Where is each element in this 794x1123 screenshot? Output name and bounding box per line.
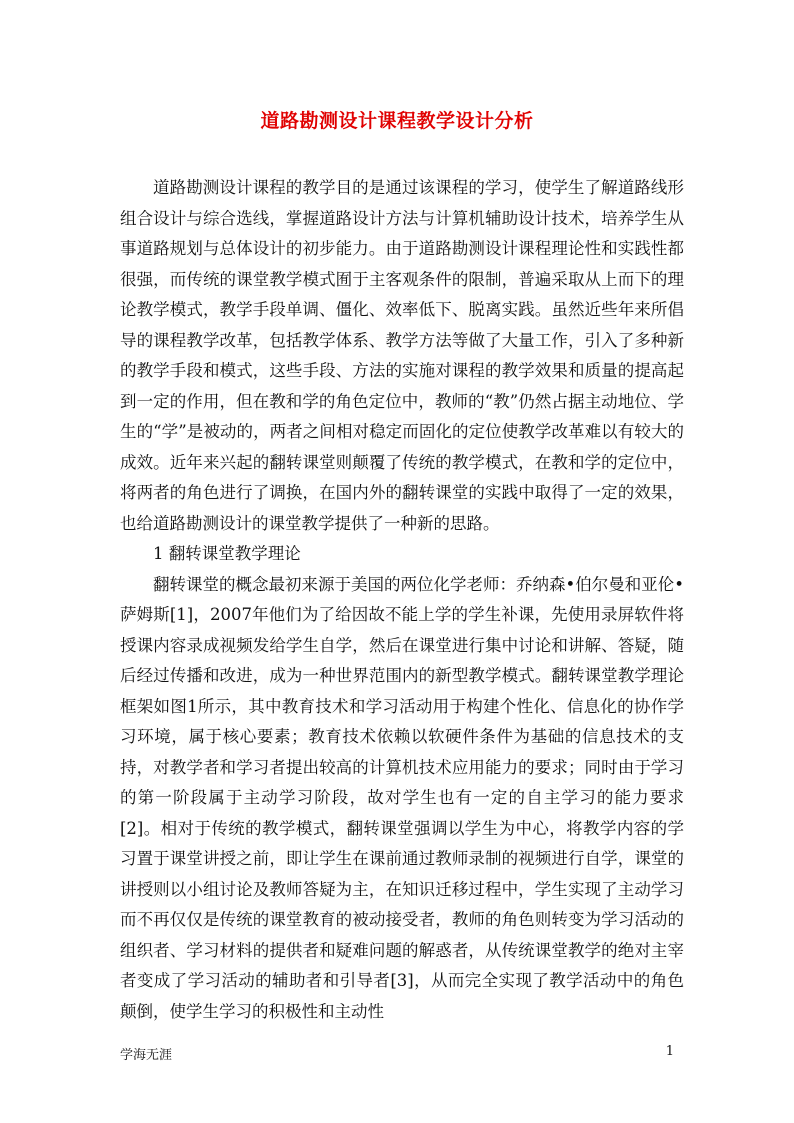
document-title: 道路勘测设计课程教学设计分析 (260, 110, 534, 132)
page-number: 1 (665, 1044, 674, 1059)
footer-motto: 学海无涯 (120, 1048, 173, 1063)
flipped-classroom-paragraph: 翻转课堂的概念最初来源于美国的两位化学老师：乔纳森•伯尔曼和亚伦•萨姆斯[1]，2007年他们为了给因故不能上学的学生补课，先使用录屏软件将授课内容录成视频发给学生自学，然后在课堂进行集中讨论和讲解、答疑，随后经过传播和改进，成为一种世界范围内的新型教学模式。翻转课堂教学理论框架如图1所示，其中教育技术和学习活动用于构建个性化、信息化的协作学习环境，属于核心要素；教育技术依赖以软硬件条件为基础的信息技术的支持，对教学者和学习者提出较高的计算机技术应用能力的要求；同时由于学习的第一阶段属于主动学习阶段，故对学生也有一定的自主学习的能力要求[2]。相对于传统的教学模式，翻转课堂强调以学生为中心，将教学内容的学习置于课堂讲授之前，即让学生在课前通过教师录制的视频进行自学，课堂的讲授则以小组讨论及教师答疑为主，在知识迁移过程中，学生实现了主动学习而不再仅仅是传统的课堂教育的被动接受者，教师的角色则转变为学习活动的组织者、学习材料的提供者和疑难问题的解惑者，从传统课堂教学的绝对主宰者变成了学习活动的辅助者和引导者[3]，从而完全实现了教学活动中的角色颠倒，使学生学习的积极性和主动性 (120, 574, 684, 1021)
section-heading-flipped-classroom-theory: 1 翻转课堂教学理论 (153, 544, 301, 563)
document-body (120, 173, 684, 1027)
intro-paragraph: 道路勘测设计课程的教学目的是通过该课程的学习，使学生了解道路线形组合设计与综合选线，掌握道路设计方法与计算机辅助设计技术，培养学生从事道路规划与总体设计的初步能力。由于道路勘测设计课程理论性和实践性都很强，而传统的课堂教学模式囿于主客观条件的限制，普遍采取从上而下的理论教学模式，教学手段单调、僵化、效率低下、脱离实践。虽然近些年来所倡导的课程教学改革，包括教学体系、教学方法等做了大量工作，引入了多种新的教学手段和模式，这些手段、方法的实施对课程的教学效果和质量的提高起到一定的作用，但在教和学的角色定位中，教师的“教”仍然占据主动地位、学生的“学”是被动的，两者之间相对稳定而固化的定位使教学改革难以有较大的成效。近年来兴起的翻转课堂则颠覆了传统的教学模式，在教和学的定位中，将两者的角色进行了调换，在国内外的翻转课堂的实践中取得了一定的效果，也给道路勘测设计的课堂教学提供了一种新的思路。 (120, 178, 684, 533)
